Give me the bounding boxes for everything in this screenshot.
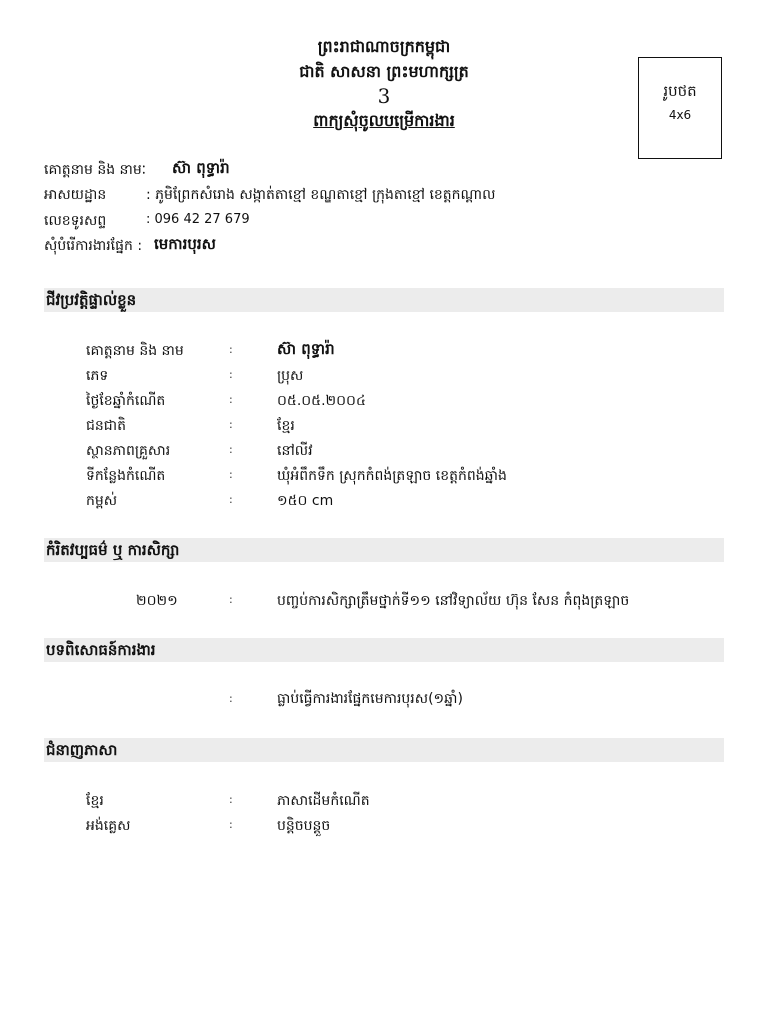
language-value: ភាសាដើមកំណើត (277, 793, 370, 809)
top-name-label: គោត្តនាម និង នាមៈ (44, 162, 147, 178)
personal-colon: : (229, 418, 233, 431)
national-motto: ជាតិ សាសនា ព្រះមហាក្សត្រ (299, 62, 469, 81)
experience-value: ធ្លាប់ធ្វើការងារផ្នែកមេការបុរស(១ឆ្នាំ) (277, 691, 463, 707)
personal-label: ថ្ងៃខែឆ្នាំកំណើត (86, 393, 166, 409)
language-label: អង់គ្លេស (86, 818, 131, 834)
personal-colon: : (229, 393, 233, 406)
personal-value: ០៥.០៥.២០០៤ (277, 393, 366, 409)
section-experience: បទពិសោធន៍ការងារ (44, 638, 724, 662)
personal-value: ឃុំអំពឹកទឹក ស្រុកកំពង់ត្រឡាច ខេត្តកំពង់ឆ្នាំង (277, 468, 507, 484)
personal-value: ប្រុស (277, 368, 304, 384)
experience-colon: : (229, 692, 233, 705)
language-label: ខ្មែរ (86, 793, 104, 809)
personal-value: នៅលីវ (277, 443, 313, 459)
phone-value: : 096 42 27 679 (146, 212, 250, 227)
apply-value: មេការបុរស (154, 235, 216, 253)
apply-label: សុំបំរើការងារផ្នែក : (44, 238, 143, 254)
section-education: កំរិតវប្បធម៌ ឬ ការសិក្សា (44, 538, 724, 562)
language-colon: : (229, 793, 233, 806)
personal-value: ស៊ា ពុទ្ធារ៉ា (277, 340, 335, 358)
education-colon: : (229, 593, 233, 606)
education-year: ២០២១ (136, 593, 178, 609)
address-value: : ភូមិព្រែកសំរោង សង្កាត់តាខ្មៅ ខណ្ឌតាខ្មៅ ក្រុងតាខ្មៅ ខេត្តកណ្ដាល (146, 187, 496, 203)
personal-label: ទីកន្លែងកំណើត (86, 468, 166, 484)
language-colon: : (229, 818, 233, 831)
photo-label: រូបថត (663, 82, 697, 100)
personal-colon: : (229, 343, 233, 356)
kingdom-title: ព្រះរាជាណាចក្រកម្ពុជា (317, 37, 451, 56)
photo-size: 4x6 (668, 108, 692, 122)
language-value: បន្តិចបន្តួច (277, 818, 331, 834)
personal-colon: : (229, 443, 233, 456)
personal-colon: : (229, 493, 233, 506)
photo-placeholder (638, 57, 722, 159)
personal-value: ១៥០ cm (277, 493, 334, 509)
personal-label: គោត្តនាម និង នាម (86, 343, 184, 359)
education-value: បញ្ចប់ការសិក្សាត្រឹមថ្នាក់ទី១១ នៅវិទ្យាល័យ ហ៊ុន សែន កំពុងត្រឡាច (277, 593, 630, 609)
address-label: អាសយដ្ឋាន (44, 187, 107, 203)
personal-label: ជនជាតិ (86, 418, 126, 434)
section-language: ជំនាញភាសា (44, 738, 724, 762)
personal-colon: : (229, 468, 233, 481)
phone-label: លេខទូរសព្ទ (44, 213, 107, 229)
header-number: 3 (377, 84, 391, 108)
top-name-value: ស៊ា ពុទ្ធារ៉ា (172, 159, 230, 177)
personal-label: ភេទ (86, 368, 109, 384)
section-personal: ជីវប្រវត្តិផ្ទាល់ខ្លួន (44, 288, 724, 312)
personal-value: ខ្មែរ (277, 418, 295, 434)
personal-label: ស្ថានភាពគ្រួសារ (86, 443, 171, 459)
personal-label: កម្ពស់ (86, 493, 118, 509)
document-title: ពាក្យសុំចូលបម្រើការងារ (313, 111, 455, 130)
personal-colon: : (229, 368, 233, 381)
